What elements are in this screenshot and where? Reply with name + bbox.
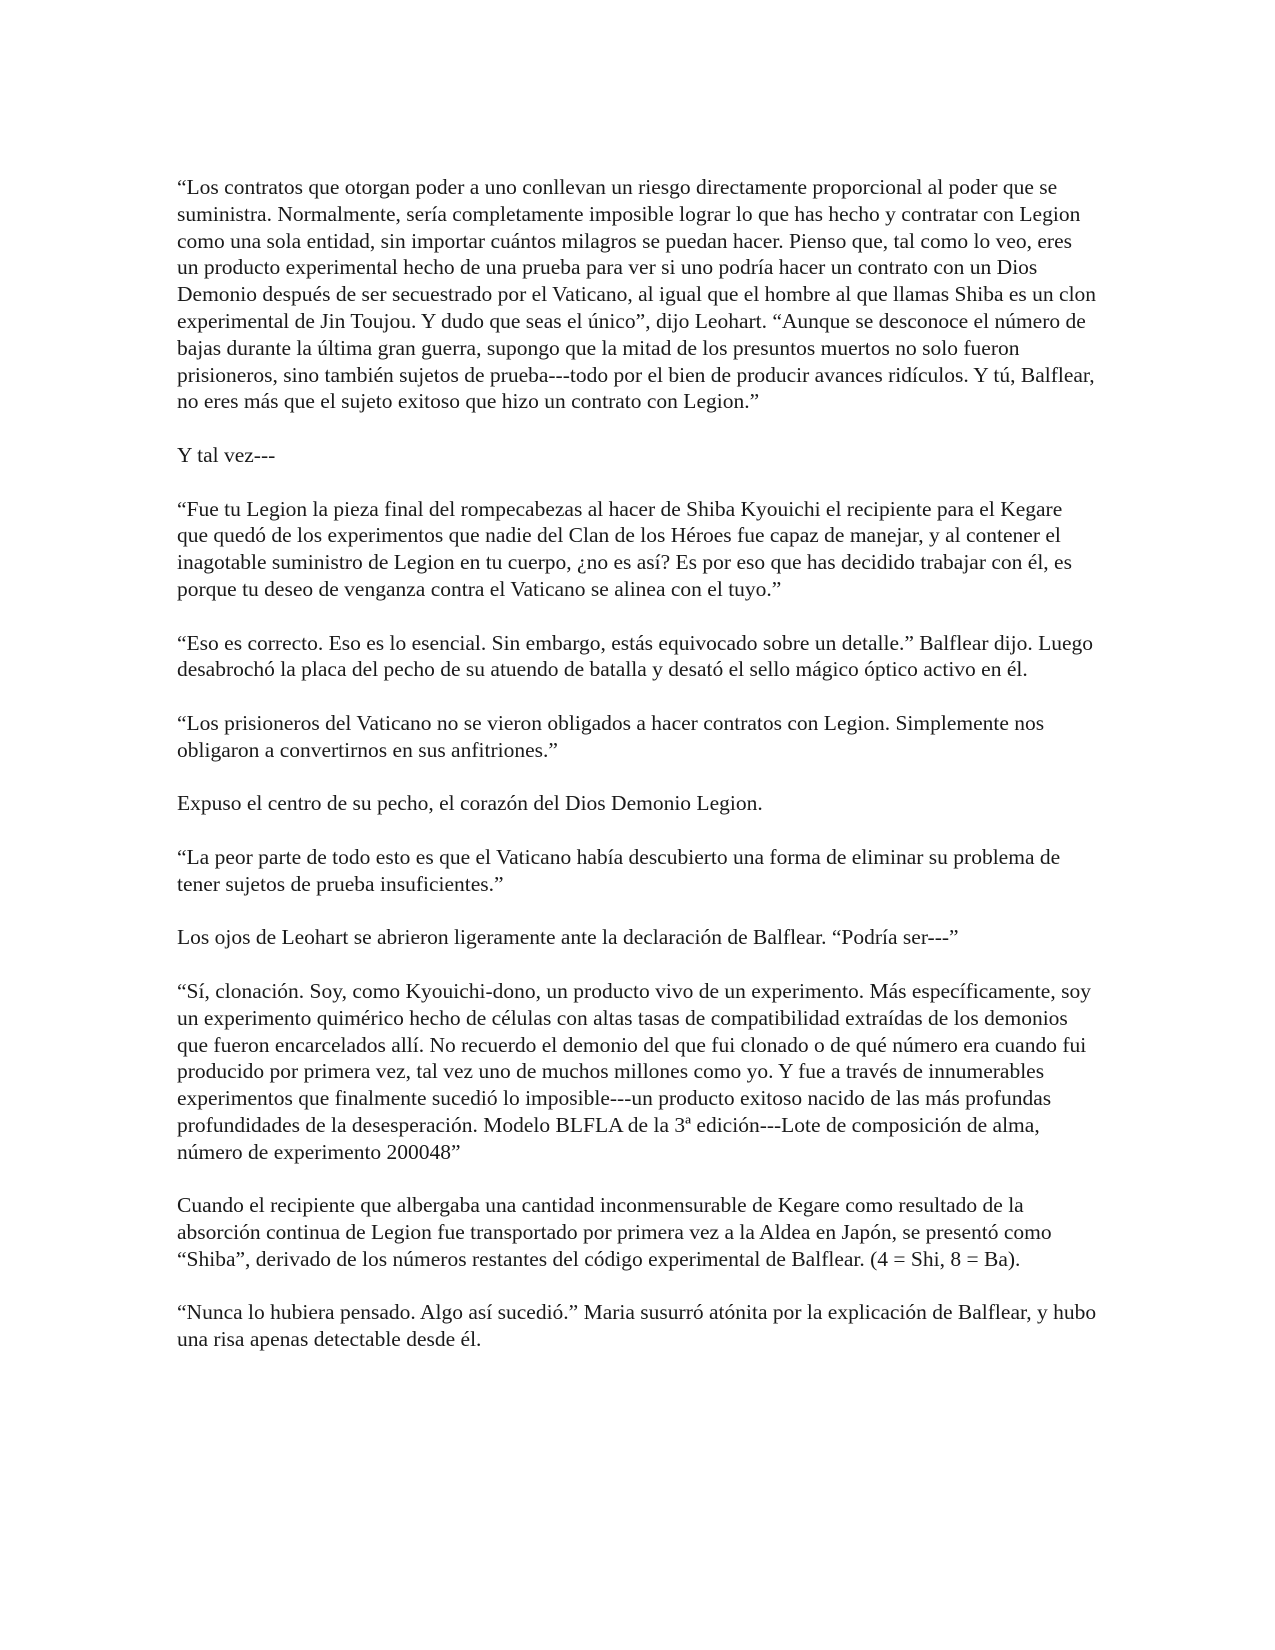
document-page	[177, 174, 1097, 1380]
paragraph-10: Cuando el recipiente que albergaba una cantidad inconmensurable de Kegare como resultado de la absorción continua de Legion fue transportado por primera vez a la Aldea en Japón, se presentó como “Shiba”, derivado de los números restantes del código experimental de Balflear. (4 = Shi, 8 = Ba).	[177, 1193, 1052, 1271]
paragraph-2: Y tal vez---	[177, 442, 276, 467]
paragraph-1: “Los contratos que otorgan poder a uno conllevan un riesgo directamente proporcional al poder que se suministra. Normalmente, sería completamente imposible lograr lo que has hecho y contratar con Legion como una sola entidad, sin importar cuántos milagros se puedan hacer. Pienso que, tal como lo veo, eres un producto experimental hecho de una prueba para ver si uno podría hacer un contrato con un Dios Demonio después de ser secuestrado por el Vaticano, al igual que el hombre al que llamas Shiba es un clon experimental de Jin Toujou. Y dudo que seas el único”, dijo Leohart. “Aunque se desconoce el número de bajas durante la última gran guerra, supongo que la mitad de los presuntos muertos no solo fueron prisioneros, sino también sujetos de prueba---todo por el bien de producir avances ridículos. Y tú, Balflear, no eres más que el sujeto exitoso que hizo un contrato con Legion.”	[177, 175, 1097, 414]
paragraph-4: “Eso es correcto. Eso es lo esencial. Sin embargo, estás equivocado sobre un detalle.” Balflear dijo. Luego desabrochó la placa del pecho de su atuendo de batalla y desató el sello mágico óptico activo en él.	[177, 630, 1094, 682]
paragraph-5: “Los prisioneros del Vaticano no se vieron obligados a hacer contratos con Legion. Simplemente nos obligaron a convertirnos en sus anfitriones.”	[177, 710, 1045, 762]
paragraph-7: “La peor parte de todo esto es que el Vaticano había descubierto una forma de eliminar su problema de tener sujetos de prueba insuficientes.”	[177, 844, 1061, 896]
paragraph-11: “Nunca lo hubiera pensado. Algo así sucedió.” Maria susurró atónita por la explicación de Balflear, y hubo una risa apenas detectable desde él.	[177, 1300, 1097, 1352]
paragraph-6: Expuso el centro de su pecho, el corazón del Dios Demonio Legion.	[177, 791, 763, 816]
paragraph-3: “Fue tu Legion la pieza final del rompecabezas al hacer de Shiba Kyouichi el recipiente para el Kegare que quedó de los experimentos que nadie del Clan de los Héroes fue capaz de manejar, y al contener el inagotable suministro de Legion en tu cuerpo, ¿no es así? Es por eso que has decidido trabajar con él, es porque tu deseo de venganza contra el Vaticano se alinea con el tuyo.”	[177, 496, 1072, 601]
paragraph-9: “Sí, clonación. Soy, como Kyouichi-dono, un producto vivo de un experimento. Más específicamente, soy un experimento quimérico hecho de células con altas tasas de compatibilidad extraídas de los demonios que fueron encarcelados allí. No recuerdo el demonio del que fui clonado o de qué número era cuando fui producido por primera vez, tal vez uno de muchos millones como yo. Y fue a través de innumerables experimentos que finalmente sucedió lo imposible---un producto exitoso nacido de las más profundas profundidades de la desesperación. Modelo BLFLA de la 3ª edición---Lote de composición de alma, número de experimento 200048”	[177, 978, 1091, 1164]
paragraph-8: Los ojos de Leohart se abrieron ligeramente ante la declaración de Balflear. “Podría ser---”	[177, 925, 959, 950]
